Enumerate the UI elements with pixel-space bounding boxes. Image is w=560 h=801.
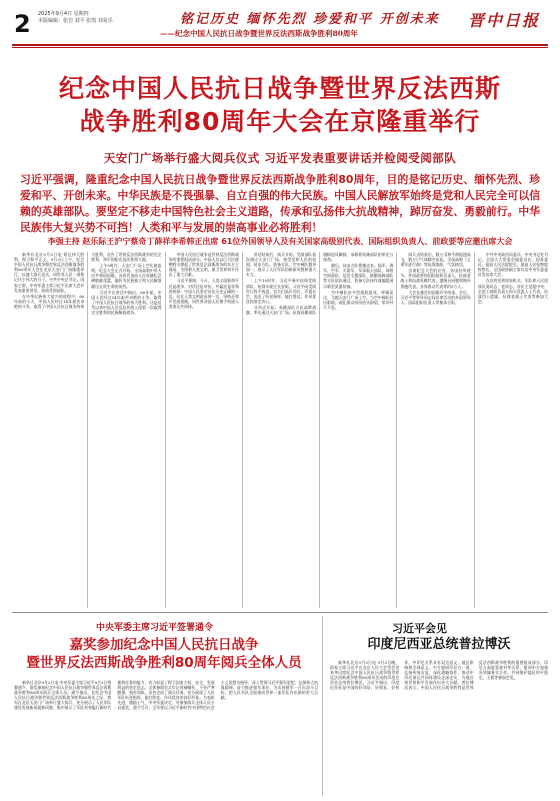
article-paragraph: 上午10时许，习近平乘车检阅受阅部队。检阅车驶过长安街，习近平向受阅官兵挥手致意。官兵们高声回应，声震长空，表达了听党指挥、能打胜仗、作风优良的坚定决心。 [245, 278, 317, 304]
story3-headline: 印度尼西亚总统普拉博沃 [367, 637, 511, 652]
article-paragraph: 习近平强调，今天，人类又面临和平还是战争、对话还是对抗、共赢还是零和的抉择。中国人民坚定站在历史正确的一边、站在人类文明进步的一边，坚持走和平发展道路，同世界各国人民携手构建人类命运共同体。 [168, 278, 239, 309]
article-paragraph: 上午9时许，天安门广场上空礼炮轰鸣，纪念大会正式开始。全场高唱中华人民共和国国歌。各界代表向人民英雄纪念碑敬献花篮，缅怀为民族独立和人民解放献出宝贵生命的英烈。 [91, 263, 162, 289]
story2-body [14, 680, 318, 796]
article-paragraph: 分列式开始。英模部队方队高擎战旗，率先通过天安门广场。抗战英模部队旗帜迎风飘扬，承载着英雄部队的荣光与使命。 [245, 252, 394, 316]
article-paragraph: 中共中央政治局委员、中央书记处书记，全国人大常委会副委员长，国务委员，最高人民法院院长，最高人民检察院检察长，全国政协副主席以及中央军委委员等出席大会。 [477, 252, 548, 278]
story2-kicker: 中央军委主席习近平签署通令 [96, 623, 214, 633]
article-paragraph: 空中梯队由多型战机组成，呼啸而过，飞越天安门广场上空。当空中梯队拉出彩烟，观礼群众纷纷抬头仰望，掌声经久不息。 [323, 289, 394, 310]
newspaper-logo: 晋中日报 [468, 11, 541, 30]
article-paragraph: 新华社北京9月3日电 铭记伟大胜利，捍卫和平正义。9月3日上午，纪念中国人民抗日战争暨世界反法西斯战争胜利80周年大会在北京天安门广场隆重举行，以盛大阅兵仪式，同世界人民一道铭记这个伟大的日子。中共中央总书记、国家主席、中央军委主席习近平出席大会并发表重要讲话，检阅受阅部队。 [14, 252, 85, 293]
story3-body [330, 660, 548, 796]
article-paragraph: 在京的党和国家机关、军队和人民团体负责同志，老同志，各民主党派中央、全国工商联负责人和无党派人士代表，抗战烈士遗属、抗战老战士代表等参加大会。 [477, 278, 548, 304]
page-number: 2 [14, 10, 31, 38]
article-paragraph: 在中华民族伟大复兴的进程中，80年前的今天，中国人民经过14年艰苦卓绝的斗争，取得了中国人民抗日战争的伟大胜利，宣告了世界反法西斯战争的完全胜利，和平的阳光再次普照大地。 [14, 252, 162, 309]
issue-date: 2025年9月4日 星期四 [38, 11, 89, 17]
masthead [0, 0, 560, 52]
masthead-rule [12, 44, 548, 46]
headline-line-2: 战争胜利80周年大会在京隆重举行 [79, 107, 481, 136]
story2-headline-line-2: 暨世界反法西斯战争胜利80周年阅兵全体人员 [26, 655, 302, 671]
main-article-body [14, 252, 548, 608]
headline-line-1: 纪念中国人民抗日战争暨世界反法西斯 [58, 74, 501, 103]
story2-headline-line-1: 嘉奖参加纪念中国人民抗日战争 [69, 637, 259, 653]
article-paragraph: 习近平在讲话中指出，80年前，中国人民经过14年艰苦卓绝的斗争，取得了中国人民抗日战争的伟大胜利。这是近代以来中国人民反抗外敌入侵第一次取得完全胜利的民族解放战争。 [91, 289, 162, 316]
story2-paragraph: 新华社北京9月3日电 中央军委主席习近平9月3日签署通令，嘉奖参加纪念中国人民抗日战争暨世界反法西斯战争胜利80周年阅兵全体人员。通令指出，在纪念中国人民抗日战争暨世界反法西斯战争胜利80周年之际，我军在北京天安门广场举行盛大阅兵，充分展示了人民军队建设发展新成就新风貌，集中展示了军队有效履行新时代使命任务的能力，有力彰显了捍卫国家主权、安全、发展利益的坚定意志。全体参阅官兵牢记领袖嘱托，不畏严寒酷暑，刻苦训练，出色完成了阅兵任务，充分展现了人民军队听党指挥、能打胜仗、作风优良的良好形象。为表彰先进，激励士气，中央军委决定，对参加阅兵全体人员予以嘉奖。通令号召，全军要以习近平新时代中国特色社会主义思想为指导，深入贯彻习近平强军思想，弘扬伟大抗战精神，奋力推进强军事业，为实现建军一百年奋斗目标、把人民军队全面建成世界一流军队作出新的更大贡献。 [14, 680, 318, 711]
subheadline: 天安门广场举行盛大阅兵仪式 习近平发表重要讲话并检阅受阅部队 [103, 151, 457, 165]
article-paragraph: 阅兵式结束后，数万羽和平鸽振翅高飞，数万只气球腾空而起。全场高唱《义勇军进行曲》等抗战歌曲，气氛热烈。 [400, 252, 471, 268]
article-paragraph: 大会在雄壮的国歌声中结束。会后，习近平等领导同志同出席活动的外国领导人、国际组织负责人等集体合影。 [400, 289, 471, 305]
lead-paragraph: 习近平强调，隆重纪念中国人民抗日战争暨世界反法西斯战争胜利80周年，目的是铭记历史、缅怀先烈、珍爱和平、开创未来。中华民族是不畏强暴、自立自强的伟大民族。中国人民解放军始终是党和人民完全可以信赖的英雄部队。要坚定不移走中国特色社会主义道路，传承和弘扬伟大抗战精神，踔厉奋发、勇毅前行。中华民族伟大复兴势不可挡！人类和平与发展的崇高事业必将胜利！ [20, 173, 540, 234]
masthead-slogan: 铭记历史 缅怀先烈 珍爱和平 开创未来 [180, 12, 440, 27]
masthead-rule-thin [12, 47, 548, 48]
attendees-line: 李强主持 赵乐际王沪宁蔡奇丁薛祥李希韩正出席 61位外国领导人及有关国家高级别代表、国际组织负责人、前政要等应邀出席大会 [47, 237, 513, 246]
article-paragraph: 出席纪念大会的还有，各国驻华使节、外国政要和国际组织负责人，抗战老战士和抗战英模代表，港澳台同胞和海外侨胞代表，各界群众代表等约5万人。 [400, 268, 471, 289]
story2-headline [14, 636, 314, 672]
main-headline [0, 72, 560, 138]
editor-line: 本版编辑：张岩 刘平 张凯 刘易乐 [38, 18, 113, 24]
column-separator [322, 616, 323, 796]
article-paragraph: 中国人民抗日战争是世界反法西斯战争的重要组成部分。中国人民以巨大民族牺牲支撑起了世界反法西斯战争的东方主战场，为拯救人类文明、保卫世界和平作出了重大贡献。 [168, 252, 239, 278]
section-divider [12, 612, 548, 613]
story3-paragraph: 新华社北京9月3日电 9月3日晚，国家主席习近平在北京人民大会堂会见来华出席纪念中国人民抗日战争暨世界反法西斯战争胜利80周年活动的印度尼西亚总统普拉博沃。习近平指出，印度尼西亚是中国的好邻居、好朋友、好伙伴。中印尼关系具有双边意义、地区影响和全球意义。中方愿同印尼方一道，弘扬传统友谊，深化战略协作，推动中印尼命运共同体建设走深走实，为地区和世界和平发展作出更大贡献。普拉博沃表示，中国人民抗日战争胜利是世界反法西斯战争胜利的重要组成部分。印尼方高度重视对华关系，愿同中方加强各领域务实合作，共同维护地区和平稳定。王毅等参加会见。 [330, 660, 548, 691]
issue-info [38, 11, 113, 25]
story3-kicker: 习近平会见 [392, 622, 447, 635]
article-paragraph: 讲话结束后，阅兵开始。受阅部队依次通过天安门广场，接受党和人民的检阅。徒步方队、装备方队、空中梯队整齐划一，展示了人民军队的崭新风貌和强大实力。 [245, 252, 317, 278]
masthead-subtitle: ——纪念中国人民抗日战争暨世界反法西斯战争胜利80周年 [160, 29, 358, 38]
article-paragraph: 随后，徒步方队铿锵走来。陆军、海军、空军、火箭军、军事航天部队、网络空间部队、信息支援部队、联勤保障部队等方队依次通过。装备方队按作战编组展示新型武器装备。 [323, 263, 394, 289]
